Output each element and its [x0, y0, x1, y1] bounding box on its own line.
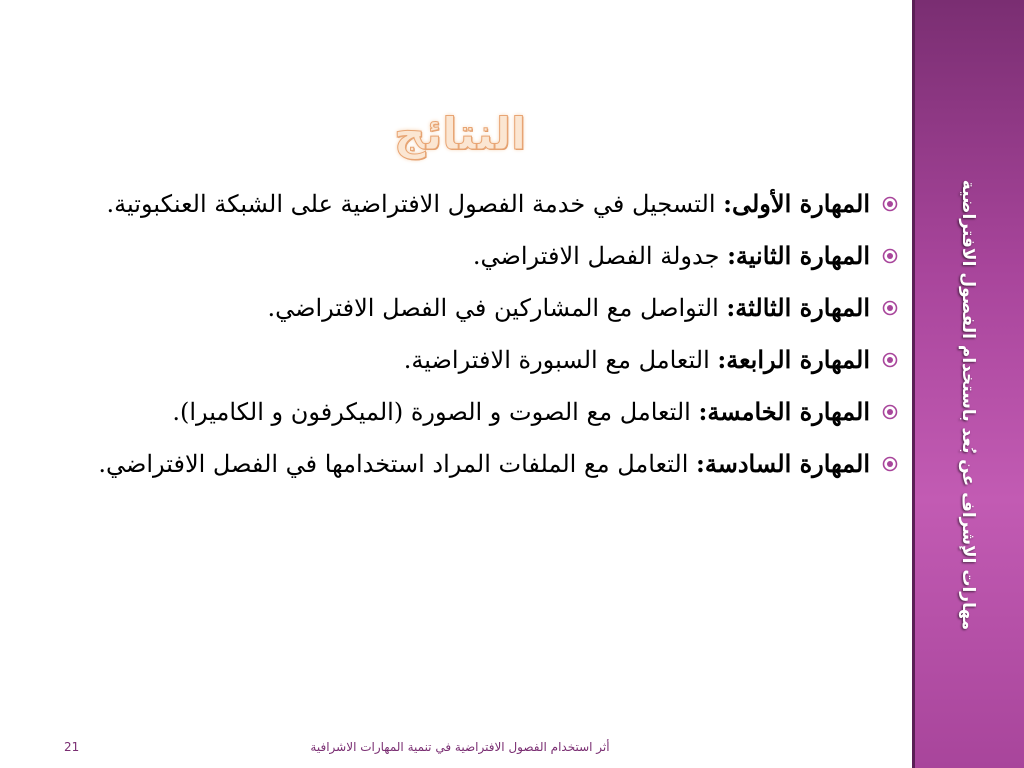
circle-dot-bullet-icon [882, 300, 898, 316]
list-item [90, 334, 902, 386]
skill-text: التعامل مع الصوت و الصورة (الميكرفون و الكاميرا). [172, 398, 699, 426]
circle-dot-bullet-icon [882, 196, 898, 212]
list-item [90, 282, 902, 334]
skill-label: المهارة الخامسة: [698, 397, 870, 426]
skill-label: المهارة السادسة: [696, 449, 870, 478]
skill-text: جدولة الفصل الافتراضي. [472, 242, 728, 270]
skill-text: التواصل مع المشاركين في الفصل الافتراضي. [267, 294, 727, 322]
page-number: 21 [64, 740, 80, 754]
footer-text: أثر استخدام الفصول الافتراضية في تنمية المهارات الاشرافية [310, 740, 610, 754]
skills-list [90, 178, 902, 490]
skill-text: التعامل مع السبورة الافتراضية. [403, 346, 718, 374]
skill-label: المهارة الرابعة: [717, 345, 870, 374]
skill-label: المهارة الأولى: [723, 189, 870, 218]
list-item [90, 178, 902, 230]
list-item [90, 386, 902, 438]
circle-dot-bullet-icon [882, 404, 898, 420]
slide-title: النتائج [393, 109, 527, 160]
circle-dot-bullet-icon [882, 456, 898, 472]
list-item [90, 438, 902, 490]
skill-label: المهارة الثالثة: [726, 293, 870, 322]
skill-label: المهارة الثانية: [727, 241, 870, 270]
skill-text: التسجيل في خدمة الفصول الافتراضية على الشبكة العنكبوتية. [106, 190, 724, 218]
circle-dot-bullet-icon [882, 248, 898, 264]
circle-dot-bullet-icon [882, 352, 898, 368]
sidebar-title: مهارات الإشراف عن بُعد باستخدام الفصول الافتراضية [958, 179, 978, 631]
skill-text: التعامل مع الملفات المراد استخدامها في الفصل الافتراضي. [98, 450, 697, 478]
list-item [90, 230, 902, 282]
